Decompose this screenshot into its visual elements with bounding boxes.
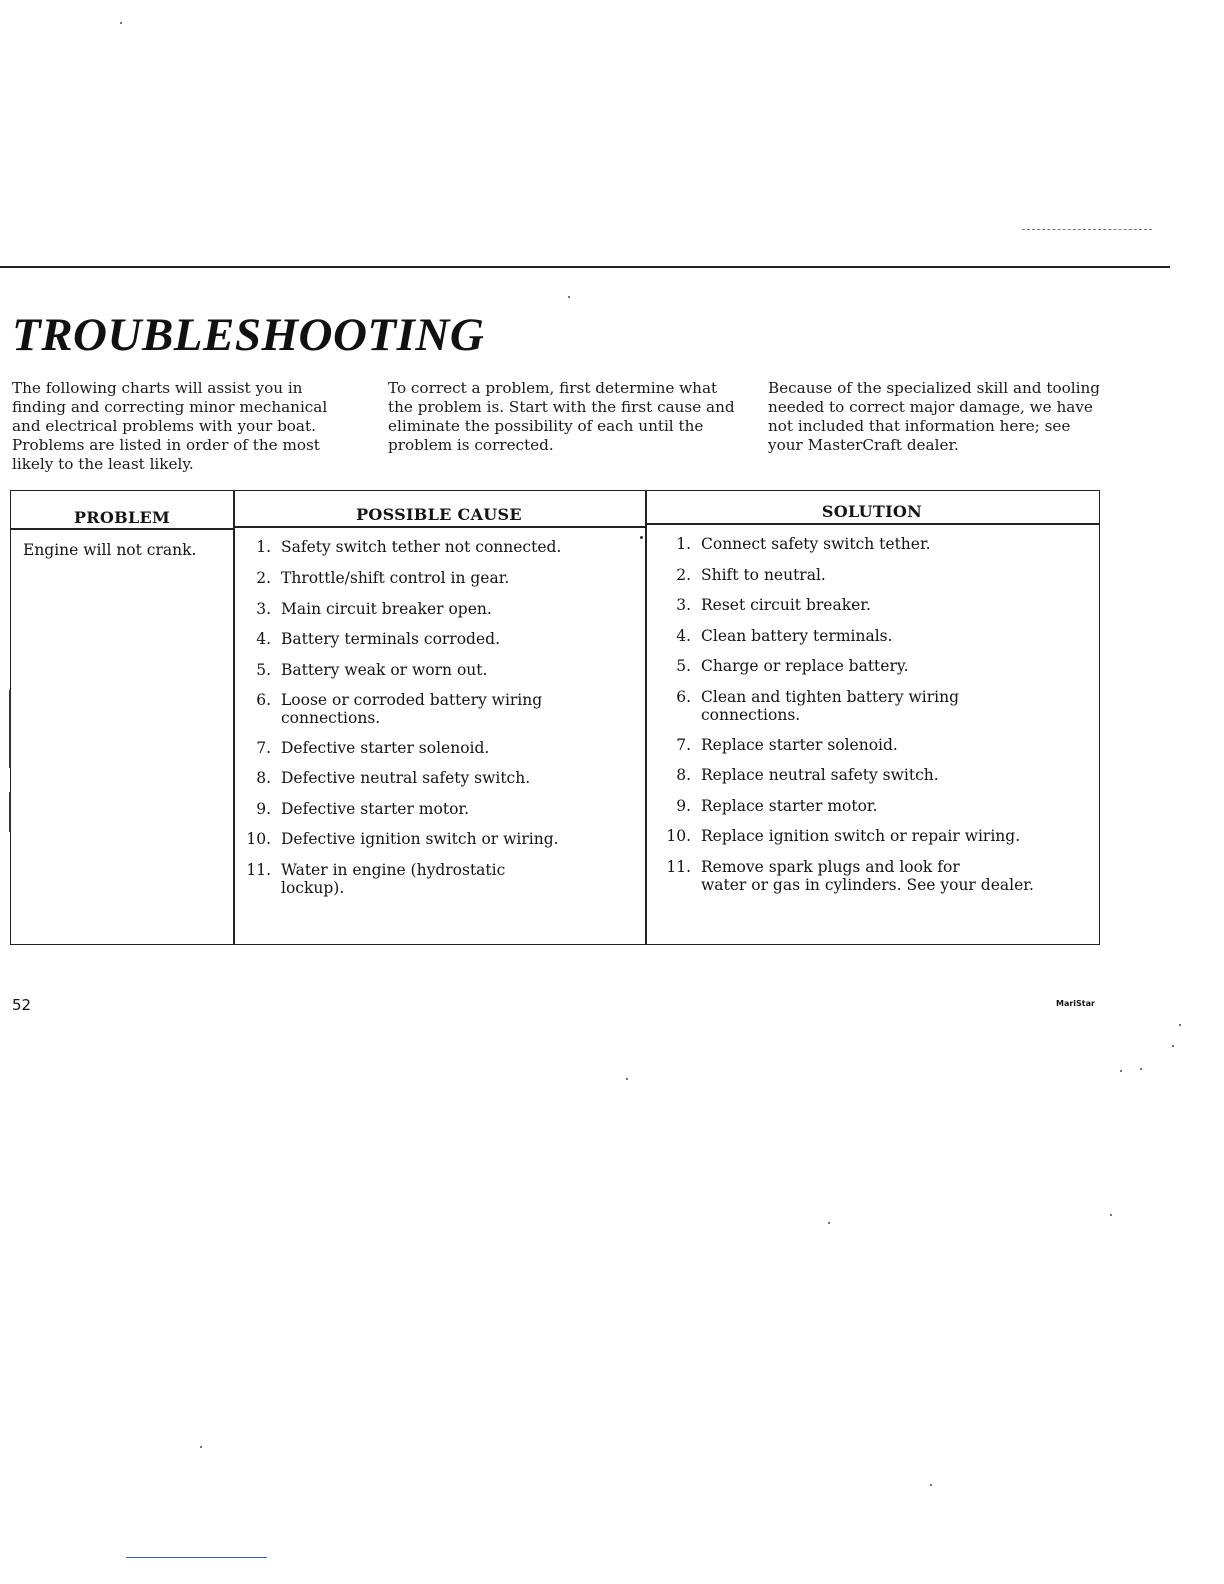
scan-speck: [200, 1446, 202, 1448]
item-text: Replace starter solenoid.: [701, 736, 898, 754]
item-text: Shift to neutral.: [701, 566, 826, 584]
page-title: TROUBLESHOOTING: [12, 309, 485, 361]
brand-logo: MariStar: [1056, 999, 1095, 1008]
item-number: 9.: [256, 800, 271, 818]
column-divider: [233, 491, 235, 944]
item-text: Clean and tighten battery wiring connections.: [701, 688, 959, 724]
scan-speck: [1140, 1068, 1142, 1070]
item-text: Safety switch tether not connected.: [281, 538, 562, 556]
margin-mark: [9, 792, 11, 832]
scan-speck: [1110, 1214, 1112, 1216]
scan-speck: [1120, 1070, 1122, 1072]
item-number: 3.: [676, 596, 691, 614]
item-text: Main circuit breaker open.: [281, 600, 492, 618]
item-number: 5.: [676, 657, 691, 675]
item-number: 7.: [676, 736, 691, 754]
item-number: 2.: [676, 566, 691, 584]
header-divider: [233, 526, 645, 528]
item-text: Reset circuit breaker.: [701, 596, 871, 614]
header-rule: [0, 266, 1170, 268]
top-dashed-mark: [1022, 229, 1152, 230]
scan-speck: [120, 22, 122, 24]
item-text: Throttle/shift control in gear.: [281, 569, 510, 587]
item-number: 1.: [256, 538, 271, 556]
scan-speck: [1179, 1024, 1181, 1026]
item-text: Connect safety switch tether.: [701, 535, 931, 553]
item-number: 6.: [676, 688, 691, 706]
item-text: Loose or corroded battery wiring connections.: [281, 691, 543, 727]
item-text: Defective starter solenoid.: [281, 739, 490, 757]
stray-mark: [640, 536, 643, 539]
item-number: 9.: [676, 797, 691, 815]
intro-column-1: The following charts will assist you in finding and correcting minor mechanical and electrical problems with your boat. Problems are listed in order of the most likely to the least likely.: [12, 379, 328, 473]
header-possible-cause: POSSIBLE CAUSE: [356, 505, 522, 524]
item-number: 8.: [676, 766, 691, 784]
item-text: Replace starter motor.: [701, 797, 878, 815]
header-divider: [11, 528, 233, 530]
bottom-blue-rule: [126, 1557, 267, 1558]
item-number: 6.: [256, 691, 271, 709]
item-text: Water in engine (hydrostatic lockup).: [281, 861, 506, 897]
problem-cell: Engine will not crank.: [23, 541, 197, 559]
item-text: Defective ignition switch or wiring.: [281, 830, 559, 848]
item-text: Replace neutral safety switch.: [701, 766, 939, 784]
item-text: Remove spark plugs and look for water or gas in cylinders. See your dealer.: [701, 858, 1034, 894]
scan-speck: [626, 1078, 628, 1080]
scan-speck: [930, 1484, 932, 1486]
header-problem: PROBLEM: [73, 508, 171, 527]
margin-mark: [9, 690, 11, 768]
page-number: 52: [12, 996, 32, 1014]
intro-column-3: Because of the specialized skill and tooling needed to correct major damage, we have not included that information here; see your MasterCraft dealer.: [768, 379, 1100, 454]
scan-speck: [568, 296, 570, 298]
item-text: Defective starter motor.: [281, 800, 470, 818]
item-number: 10.: [246, 830, 271, 848]
item-text: Battery weak or worn out.: [281, 661, 488, 679]
item-number: 11.: [666, 858, 691, 876]
header-divider: [645, 523, 1099, 525]
item-text: Replace ignition switch or repair wiring.: [701, 827, 1021, 845]
troubleshooting-table: [10, 490, 1100, 945]
item-number: 8.: [256, 769, 271, 787]
scan-speck: [828, 1222, 830, 1224]
column-divider: [645, 491, 647, 944]
item-number: 10.: [666, 827, 691, 845]
item-number: 11.: [246, 861, 271, 879]
item-text: Battery terminals corroded.: [281, 630, 500, 648]
item-number: 5.: [256, 661, 271, 679]
item-text: Charge or replace battery.: [701, 657, 909, 675]
scan-speck: [1172, 1045, 1174, 1047]
item-number: 2.: [256, 569, 271, 587]
item-number: 3.: [256, 600, 271, 618]
item-number: 4.: [256, 630, 271, 648]
header-solution: SOLUTION: [821, 502, 923, 521]
intro-column-2: To correct a problem, first determine what the problem is. Start with the first cause and eliminate the possibility of each until the problem is corrected.: [388, 379, 735, 454]
item-number: 7.: [256, 739, 271, 757]
item-text: Clean battery terminals.: [701, 627, 893, 645]
item-text: Defective neutral safety switch.: [281, 769, 531, 787]
item-number: 4.: [676, 627, 691, 645]
item-number: 1.: [676, 535, 691, 553]
